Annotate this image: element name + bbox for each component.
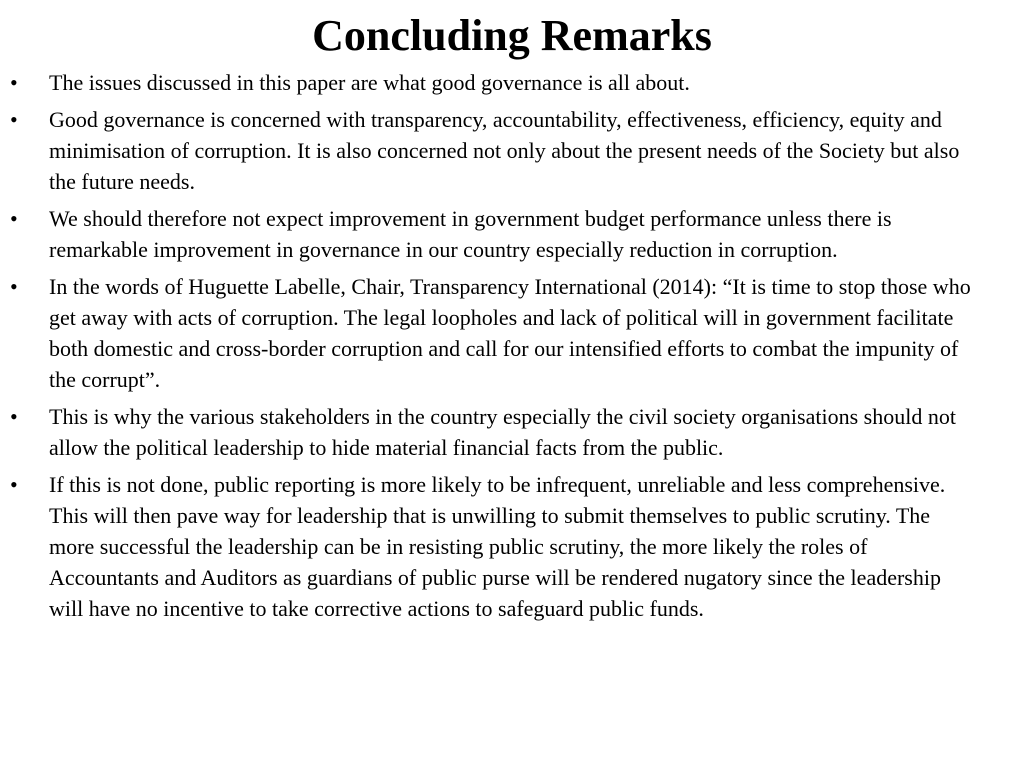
bullet-item [0, 271, 1024, 395]
bullet-text: In the words of Huguette Labelle, Chair, Transparency International (2014): “It is time to stop those who get away with acts of corruption. The legal loopholes and lack of political will in government facilitate both domestic and cross-border corruption and call for our intensified efforts to combat the impunity of the corrupt”. [49, 274, 971, 392]
bullet-list [0, 67, 1024, 630]
bullet-icon: • [10, 404, 18, 429]
bullet-icon: • [10, 70, 18, 95]
bullet-icon: • [10, 274, 18, 299]
slide-title: Concluding Remarks [312, 11, 712, 60]
bullet-text: This is why the various stakeholders in the country especially the civil society organisations should not allow the political leadership to hide material financial facts from the public. [49, 404, 956, 460]
bullet-icon: • [10, 472, 18, 497]
bullet-item [0, 401, 1024, 463]
bullet-item [0, 469, 1024, 624]
bullet-item [0, 67, 1024, 98]
bullet-text: The issues discussed in this paper are what good governance is all about. [49, 70, 690, 95]
bullet-icon: • [10, 206, 18, 231]
bullet-text: Good governance is concerned with transparency, accountability, effectiveness, efficiency, equity and minimisation of corruption. It is also concerned not only about the present needs of the Society but also the future needs. [49, 107, 960, 194]
bullet-text: We should therefore not expect improvement in government budget performance unless there is remarkable improvement in governance in our country especially reduction in corruption. [49, 206, 892, 262]
bullet-item [0, 104, 1024, 197]
bullet-item [0, 203, 1024, 265]
bullet-icon: • [10, 107, 18, 132]
bullet-text: If this is not done, public reporting is more likely to be infrequent, unreliable and less comprehensive. This will then pave way for leadership that is unwilling to submit themselves to public scrutiny. The more successful the leadership can be in resisting public scrutiny, the more likely the roles of Accountants and Auditors as guardians of public purse will be rendered nugatory since the leadership will have no incentive to take corrective actions to safeguard public funds. [49, 472, 946, 621]
